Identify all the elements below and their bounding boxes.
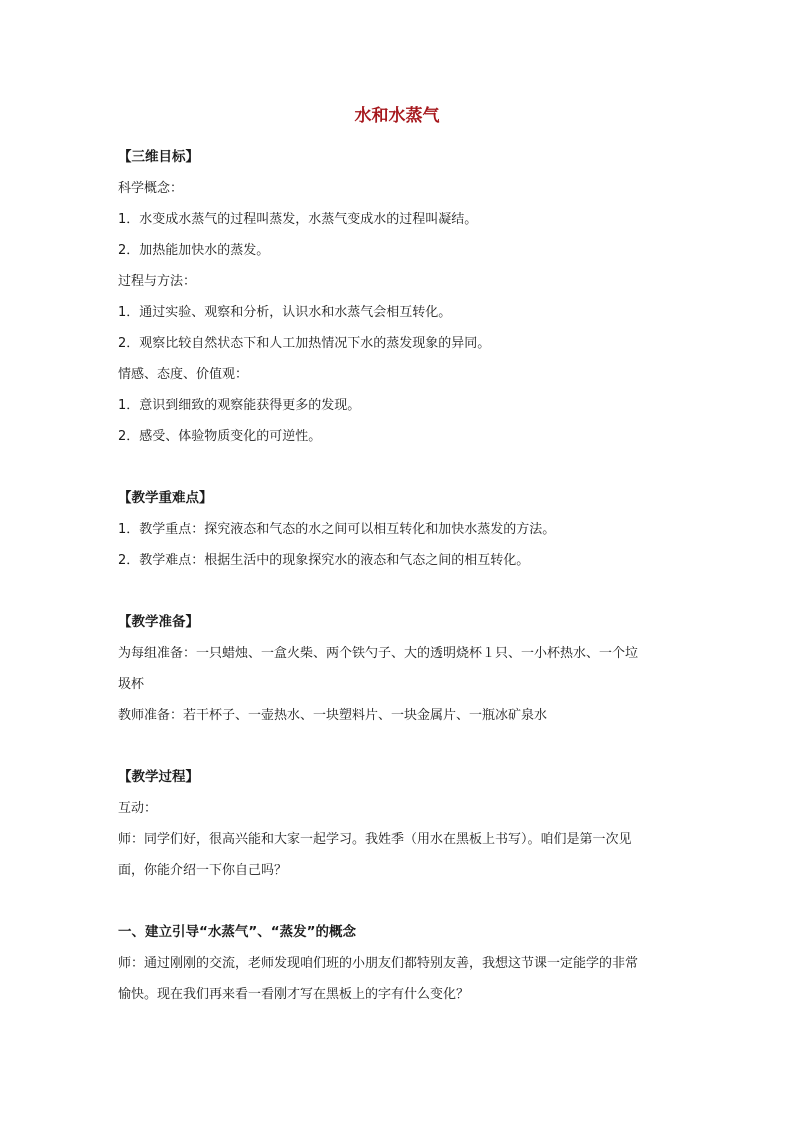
teacher-line-2: 面，你能介绍一下你自己吗？ <box>118 863 288 878</box>
concept-label: 科学概念： <box>118 181 184 196</box>
concept-item-1: 1．水变成水蒸气的过程叫蒸发，水蒸气变成水的过程叫凝结。 <box>118 212 478 227</box>
spacer <box>118 576 688 607</box>
section1-line-1: 师：通过刚刚的交流，老师发现咱们班的小朋友们都特别友善，我想这节课一定能学的非常 <box>118 956 639 971</box>
prep-teacher: 教师准备：若干杯子、一壶热水、一块塑料片、一块金属片、一瓶冰矿泉水 <box>118 708 548 723</box>
emotion-item-1: 1．意识到细致的观察能获得更多的发现。 <box>118 398 361 413</box>
interact-label: 互动： <box>118 801 158 816</box>
spacer <box>118 886 688 917</box>
concept-item-2: 2．加热能加快水的蒸发。 <box>118 243 270 258</box>
teacher-line-1: 师：同学们好，很高兴能和大家一起学习。我姓季（用水在黑板上书写）。咱们是第一次见 <box>118 832 632 847</box>
goals-heading: 【三维目标】 <box>118 149 199 165</box>
keypoints-heading: 【教学重难点】 <box>118 490 213 506</box>
process-label: 过程与方法： <box>118 274 197 289</box>
page-title: 水和水蒸气 <box>354 106 440 126</box>
emotion-label: 情感、态度、价值观： <box>118 367 249 382</box>
section1-line-2: 愉快。现在我们再来看一看刚才写在黑板上的字有什么变化？ <box>118 987 470 1002</box>
prep-heading: 【教学准备】 <box>118 614 199 630</box>
process-item-1: 1．通过实验、观察和分析，认识水和水蒸气会相互转化。 <box>118 305 452 320</box>
emotion-item-2: 2．感受、体验物质变化的可逆性。 <box>118 429 322 444</box>
document-body <box>118 142 688 1010</box>
keypoint-item-2: 2．教学难点：根据生活中的现象探究水的液态和气态之间的相互转化。 <box>118 553 530 568</box>
prep-group-line-2: 圾杯 <box>118 677 145 692</box>
spacer <box>118 452 688 483</box>
keypoint-item-1: 1．教学重点：探究液态和气态的水之间可以相互转化和加快水蒸发的方法。 <box>118 522 556 537</box>
process-item-2: 2．观察比较自然状态下和人工加热情况下水的蒸发现象的异同。 <box>118 336 491 351</box>
process-heading: 【教学过程】 <box>118 769 199 785</box>
prep-group-line-1: 为每组准备：一只蜡烛、一盒火柴、两个铁勺子、大的透明烧杯１只、一小杯热水、一个垃 <box>118 646 639 661</box>
section1-heading: 一、建立引导“水蒸气”、“蒸发”的概念 <box>118 924 356 940</box>
spacer <box>118 731 688 762</box>
